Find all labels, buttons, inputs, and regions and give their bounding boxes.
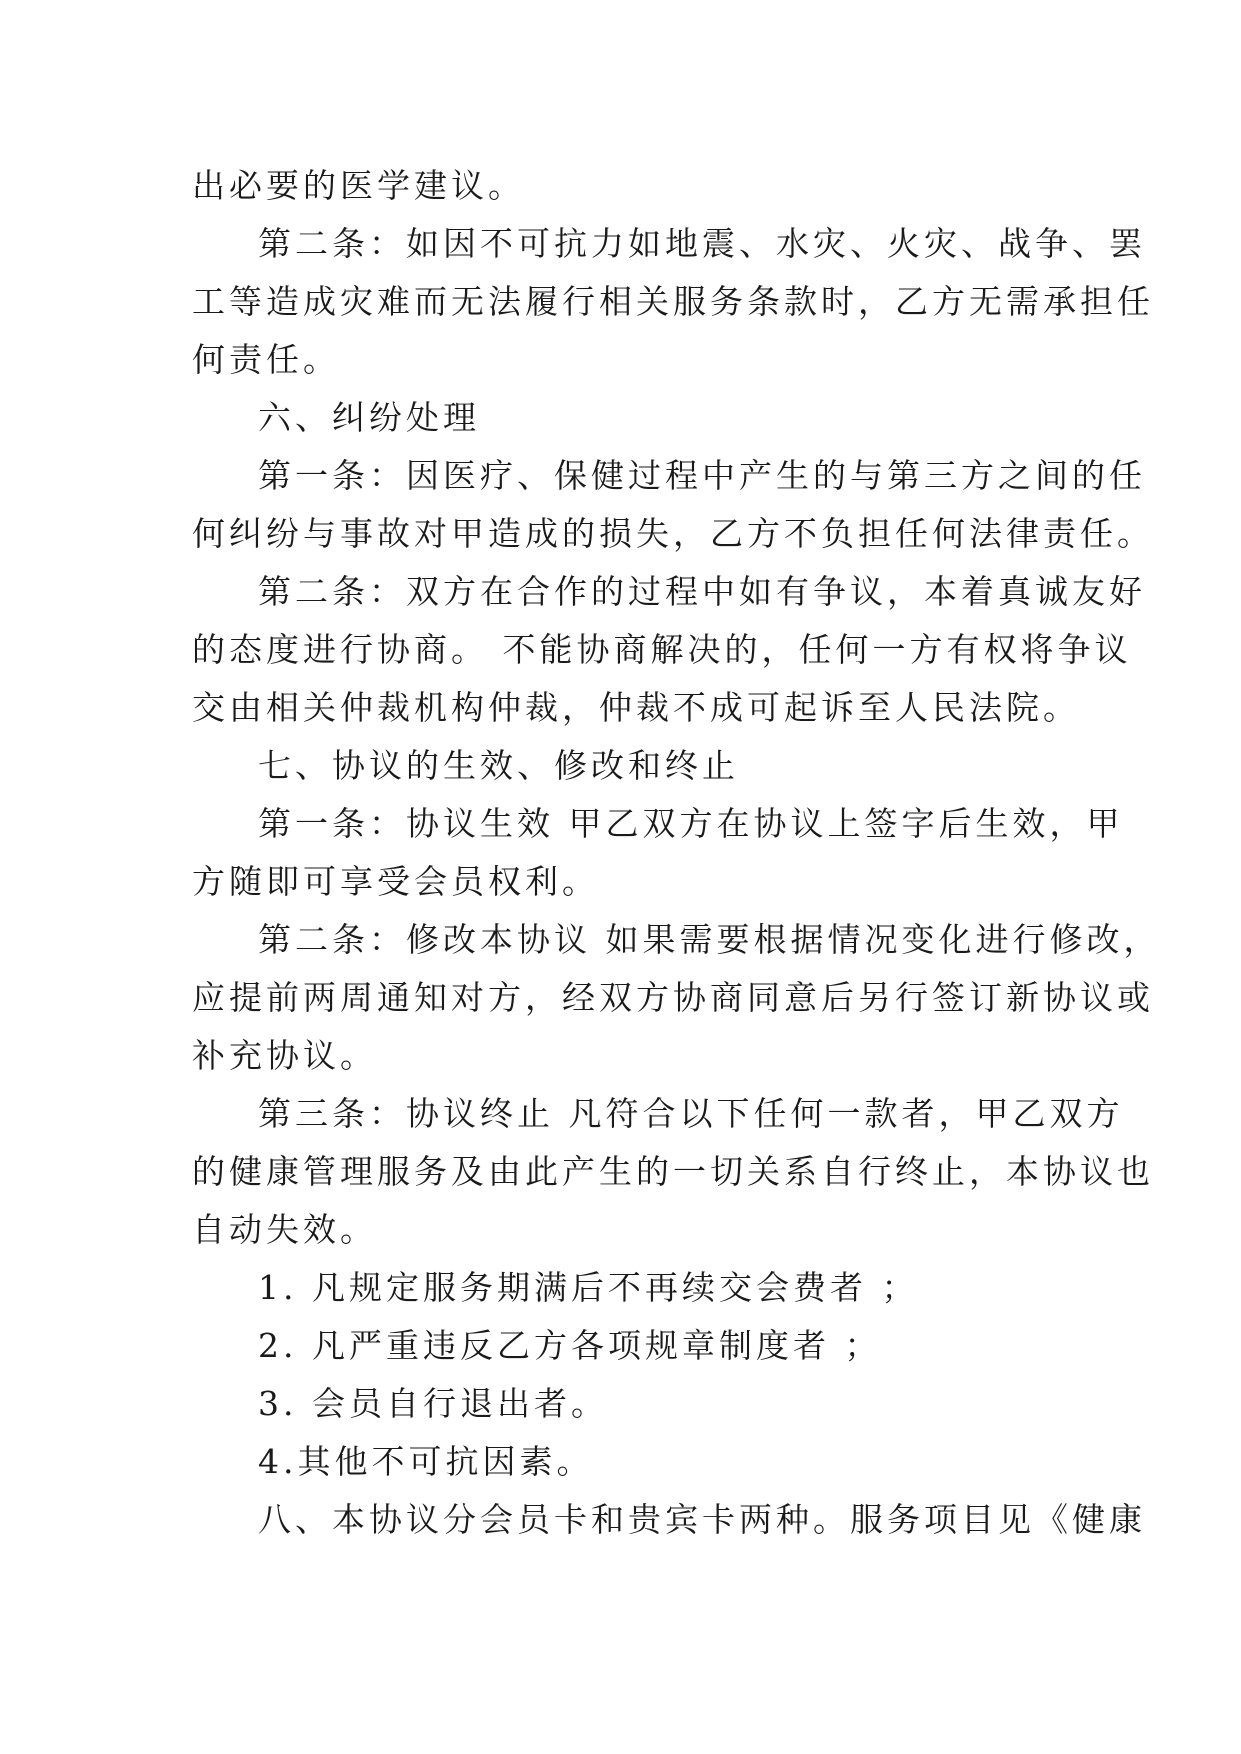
text-line: 第一条：协议生效 甲乙双方在协议上签字后生效，甲 (258, 804, 1124, 843)
list-item: 4.其他不可抗因素。 (258, 1442, 594, 1481)
text-line: 何纠纷与事故对甲造成的损失，乙方不负担任何法律责任。 (192, 514, 1154, 553)
text-line: 补充协议。 (192, 1036, 377, 1075)
text-line: 方随即可享受会员权利。 (192, 862, 599, 901)
section-heading: 八、本协议分会员卡和贵宾卡两种。服务项目见《健康 (258, 1500, 1146, 1539)
text-line: 第二条：如因不可抗力如地震、水灾、火灾、战争、罢 (258, 224, 1146, 263)
text-line: 何责任。 (192, 340, 340, 379)
list-item: 3. 会员自行退出者。 (258, 1384, 608, 1423)
section-heading: 六、纠纷处理 (258, 398, 480, 437)
text-line: 第二条：修改本协议 如果需要根据情况变化进行修改， (258, 920, 1161, 959)
text-line: 第三条：协议终止 凡符合以下任何一款者，甲乙双方 (258, 1094, 1124, 1133)
text-line: 第二条：双方在合作的过程中如有争议，本着真诚友好 (258, 572, 1146, 611)
text-line: 第一条：因医疗、保健过程中产生的与第三方之间的任 (258, 456, 1146, 495)
text-line: 工等造成灾难而无法履行相关服务条款时，乙方无需承担任 (192, 282, 1154, 321)
text-line: 交由相关仲裁机构仲裁，仲裁不成可起诉至人民法院。 (192, 688, 1080, 727)
list-item: 2. 凡严重违反乙方各项规章制度者 ； (258, 1326, 882, 1365)
text-line: 出必要的医学建议。 (192, 166, 525, 205)
document-body (192, 157, 1161, 1549)
text-line: 的健康管理服务及由此产生的一切关系自行终止，本协议也 (192, 1152, 1154, 1191)
section-heading: 七、协议的生效、修改和终止 (258, 746, 739, 785)
text-line: 的态度进行协商。 不能协商解决的，任何一方有权将争议 (192, 630, 1132, 669)
text-line: 自动失效。 (192, 1210, 377, 1249)
list-item: 1. 凡规定服务期满后不再续交会费者 ； (258, 1268, 919, 1307)
text-line: 应提前两周通知对方，经双方协商同意后另行签订新协议或 (192, 978, 1154, 1017)
